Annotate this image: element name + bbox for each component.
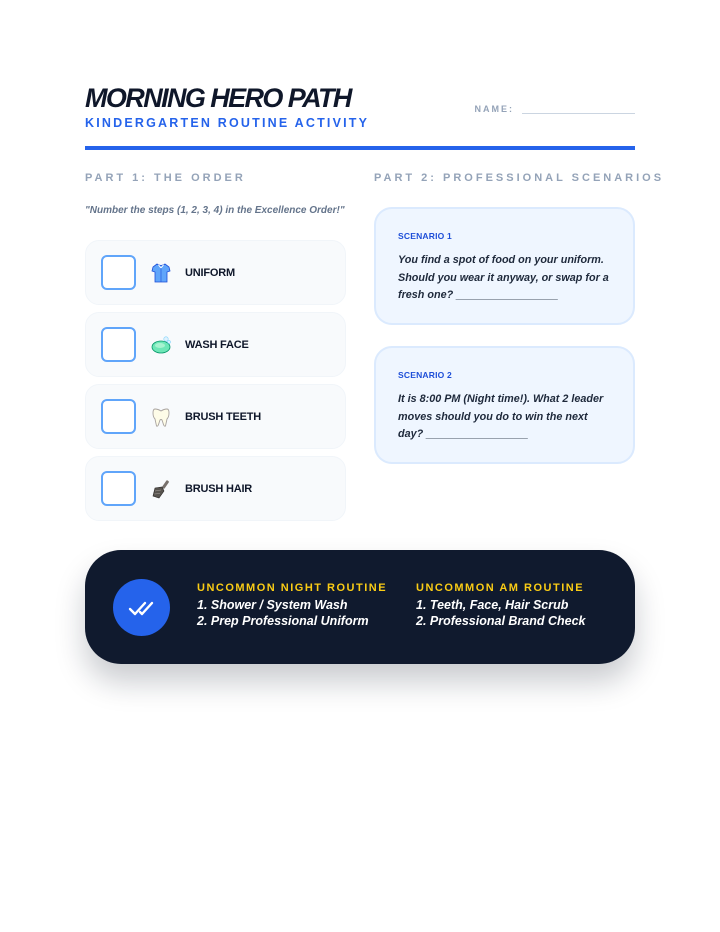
soap-icon (150, 334, 172, 356)
am-routine (416, 582, 586, 629)
am-routine-title: UNCOMMON AM ROUTINE (416, 582, 585, 594)
name-label: NAME: (474, 104, 514, 114)
step-card-uniform (85, 240, 346, 305)
step-checkbox[interactable] (101, 327, 136, 362)
step-label: BRUSH TEETH (185, 410, 262, 423)
part2-label: PART 2: PROFESSIONAL SCENARIOS (374, 172, 665, 184)
am-routine-item: 1. Teeth, Face, Hair Scrub (416, 598, 569, 612)
scenario-card-2 (374, 346, 635, 464)
step-label: WASH FACE (185, 338, 249, 351)
brush-icon (150, 478, 172, 500)
step-card-brush-teeth (85, 384, 346, 449)
night-routine-item: 1. Shower / System Wash (197, 598, 348, 612)
name-line (522, 100, 635, 114)
night-routine-title: UNCOMMON NIGHT ROUTINE (197, 582, 388, 594)
page-subtitle: KINDERGARTEN ROUTINE ACTIVITY (85, 116, 370, 130)
step-checkbox[interactable] (101, 471, 136, 506)
scenario-title: SCENARIO 2 (398, 370, 452, 380)
routine-banner (85, 550, 635, 664)
step-card-wash-face (85, 312, 346, 377)
double-check-icon (113, 579, 170, 636)
shirt-icon (150, 262, 172, 284)
part1-instruction: "Number the steps (1, 2, 3, 4) in the Excellence Order!" (85, 205, 345, 216)
night-routine (197, 582, 387, 629)
scenario-title: SCENARIO 1 (398, 231, 452, 241)
step-checkbox[interactable] (101, 399, 136, 434)
header-divider (85, 146, 635, 150)
name-field (475, 100, 636, 114)
am-routine-item: 2. Professional Brand Check (416, 614, 586, 628)
step-card-brush-hair (85, 456, 346, 521)
scenario-text: It is 8:00 PM (Night time!). What 2 leader moves should you do to win the next day? _________________ (398, 393, 604, 440)
part1-label: PART 1: THE ORDER (85, 172, 246, 184)
page-title: MORNING HERO PATH (85, 83, 351, 113)
tooth-icon (150, 406, 172, 428)
step-checkbox[interactable] (101, 255, 136, 290)
header (85, 82, 635, 152)
scenario-card-1 (374, 207, 635, 325)
step-label: BRUSH HAIR (185, 482, 253, 495)
step-label: UNIFORM (185, 266, 235, 279)
scenario-text: You find a spot of food on your uniform. Should you wear it anyway, or swap for a fresh one? _________________ (398, 254, 609, 301)
night-routine-item: 2. Prep Professional Uniform (197, 614, 369, 628)
